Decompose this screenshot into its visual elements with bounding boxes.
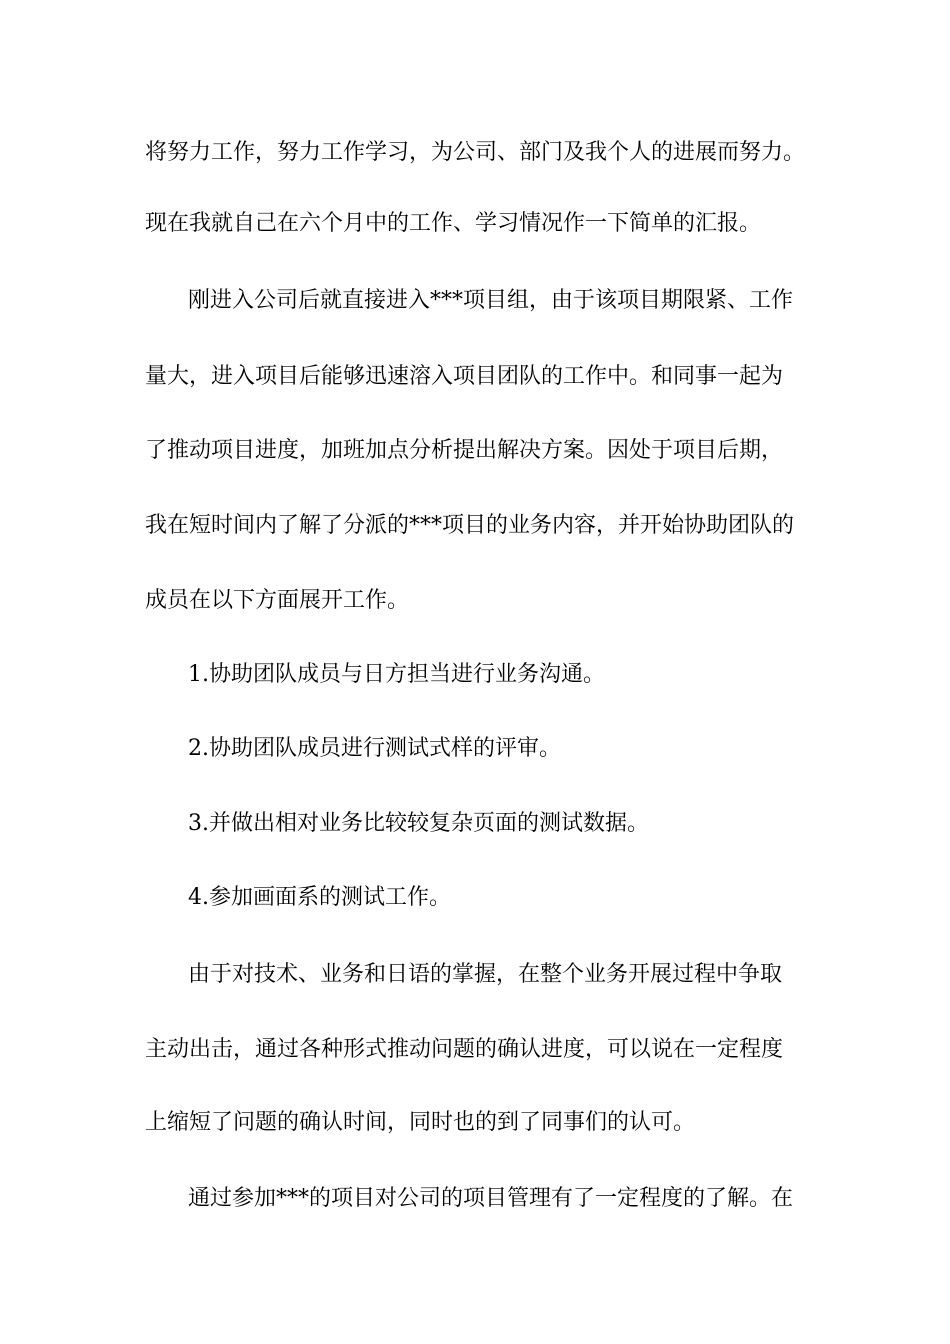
- list-item-3: 3.并做出相对业务比较较复杂页面的测试数据。: [188, 811, 649, 836]
- text-line-8: 由于对技术、业务和日语的掌握，在整个业务开展过程中争取: [188, 962, 783, 987]
- text-line-3: 刚进入公司后就直接进入***项目组，由于该项目期限紧、工作: [188, 288, 794, 313]
- text-line-6: 我在短时间内了解了分派的***项目的业务内容，并开始协助团队的: [145, 513, 795, 538]
- text-line-11: 通过参加***的项目对公司的项目管理有了一定程度的了解。在: [188, 1186, 794, 1211]
- list-item-4: 4.参加画面系的测试工作。: [188, 885, 451, 910]
- list-item-2: 2.协助团队成员进行测试式样的评审。: [188, 736, 561, 761]
- list-item-1: 1.协助团队成员与日方担当进行业务沟通。: [188, 662, 605, 687]
- text-line-10: 上缩短了问题的确认时间，同时也的到了同事们的认可。: [145, 1110, 696, 1135]
- text-line-9: 主动出击，通过各种形式推动问题的确认进度，可以说在一定程度: [145, 1037, 784, 1062]
- text-line-2: 现在我就自己在六个月中的工作、学习情况作一下简单的汇报。: [145, 211, 762, 236]
- text-line-7: 成员在以下方面展开工作。: [145, 588, 410, 613]
- text-line-5: 了推动项目进度，加班加点分析提出解决方案。因处于项目后期，: [145, 438, 784, 463]
- text-line-1: 将努力工作，努力工作学习，为公司、部门及我个人的进展而努力。: [145, 140, 806, 165]
- text-line-4: 量大，进入项目后能够迅速溶入项目团队的工作中。和同事一起为: [145, 364, 784, 389]
